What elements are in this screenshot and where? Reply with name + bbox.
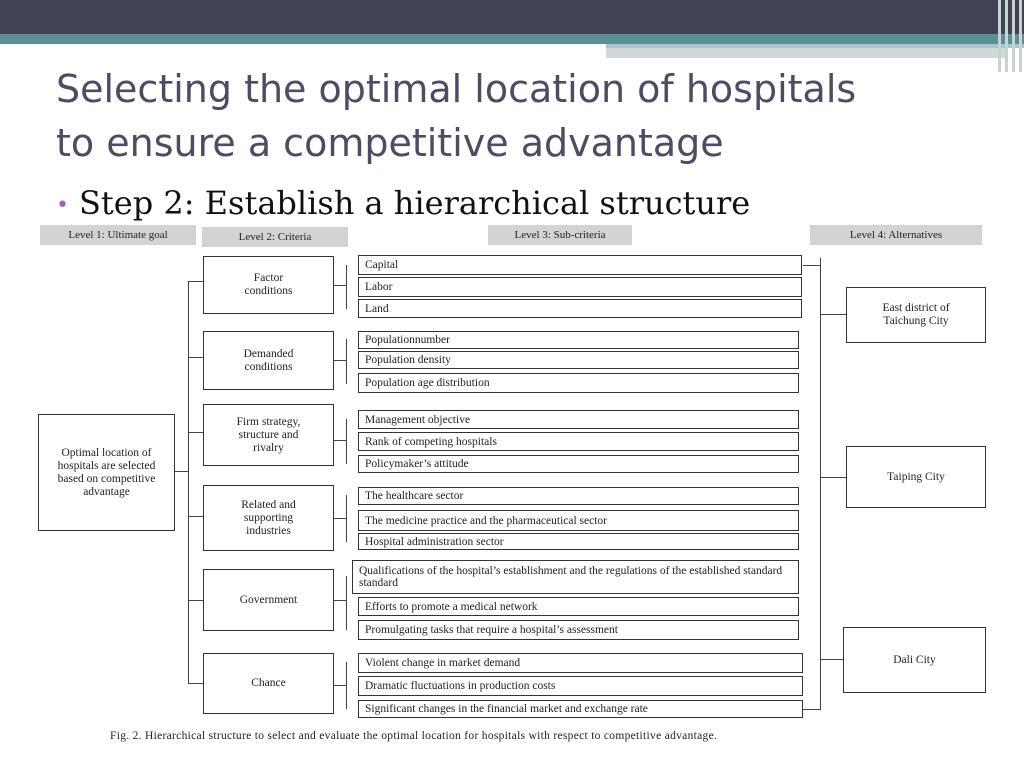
- level-4-header: Level 4: Alternatives: [810, 225, 982, 245]
- alternative-box: Dali City: [843, 627, 986, 693]
- sub-criterion-box: Policymaker’s attitude: [358, 455, 799, 473]
- criterion-box: Related and supporting industries: [203, 485, 334, 551]
- criterion-box: Chance: [203, 653, 334, 714]
- connector: [188, 357, 204, 358]
- criterion-box: Firm strategy, structure and rivalry: [203, 404, 334, 466]
- sub-criterion-box: Capital: [358, 255, 802, 275]
- connector: [188, 281, 189, 683]
- sub-criterion-box: Land: [358, 299, 802, 318]
- sub-criterion-box: Hospital administration sector: [358, 533, 799, 550]
- alternative-box: Taiping City: [846, 446, 986, 508]
- header-stripe: [0, 34, 1024, 44]
- connector: [346, 662, 347, 709]
- connector: [188, 683, 204, 684]
- sub-criterion-box: Rank of competing hospitals: [358, 432, 799, 451]
- connector: [334, 440, 346, 441]
- sub-criterion-box: The healthcare sector: [358, 487, 799, 505]
- bullet-item: [56, 184, 750, 222]
- sub-criterion-box: Population age distribution: [358, 373, 799, 393]
- connector: [188, 432, 204, 433]
- alternative-box: East district of Taichung City: [846, 287, 986, 343]
- header-vertical-bars: [996, 0, 1024, 72]
- connector: [334, 285, 346, 286]
- sub-criterion-box: Population density: [358, 351, 799, 369]
- connector: [188, 516, 204, 517]
- criterion-box: Government: [203, 569, 334, 631]
- header-bar: [0, 0, 1024, 34]
- figure-caption: Fig. 2. Hierarchical structure to select and evaluate the optimal location for hospitals with respect to competitive advantage.: [110, 730, 718, 742]
- connector: [346, 576, 347, 630]
- connector: [820, 258, 821, 710]
- connector: [334, 360, 346, 361]
- connector: [346, 265, 347, 309]
- connector: [188, 281, 204, 282]
- connector: [820, 477, 846, 478]
- goal-box: Optimal location of hospitals are selected based on competitive advantage: [38, 414, 175, 531]
- connector: [334, 600, 346, 601]
- level-2-header: Level 2: Criteria: [202, 227, 348, 247]
- sub-criterion-box: Significant changes in the financial market and exchange rate: [358, 700, 803, 718]
- sub-criterion-box: Management objective: [358, 410, 799, 429]
- connector: [334, 518, 346, 519]
- connector: [334, 685, 346, 686]
- connector: [175, 471, 188, 472]
- sub-criterion-box: Promulgating tasks that require a hospital’s assessment: [358, 620, 799, 640]
- connector: [820, 659, 843, 660]
- connector: [803, 709, 820, 710]
- slide-title: Selecting the optimal location of hospitals to ensure a competitive advantage: [56, 67, 857, 165]
- level-3-header: Level 3: Sub-criteria: [488, 225, 632, 245]
- connector: [188, 600, 204, 601]
- connector: [346, 339, 347, 384]
- bullet-dot-icon: •: [56, 193, 69, 218]
- criterion-box: Factor conditions: [203, 256, 334, 314]
- connector: [820, 314, 846, 315]
- sub-criterion-box: Violent change in market demand: [358, 653, 803, 673]
- criterion-box: Demanded conditions: [203, 331, 334, 390]
- sub-criterion-box: Qualifications of the hospital’s establishment and the regulations of the established standard standard: [352, 560, 799, 594]
- connector: [346, 495, 347, 542]
- sub-criterion-box: Populationnumber: [358, 331, 799, 349]
- sub-criterion-box: Dramatic fluctuations in production costs: [358, 676, 803, 696]
- level-1-header: Level 1: Ultimate goal: [40, 225, 196, 245]
- connector: [803, 265, 820, 266]
- bullet-text: Step 2: Establish a hierarchical structure: [78, 184, 751, 222]
- sub-criterion-box: Labor: [358, 277, 802, 297]
- connector: [346, 419, 347, 464]
- sub-criterion-box: The medicine practice and the pharmaceutical sector: [358, 510, 799, 531]
- sub-criterion-box: Efforts to promote a medical network: [358, 597, 799, 616]
